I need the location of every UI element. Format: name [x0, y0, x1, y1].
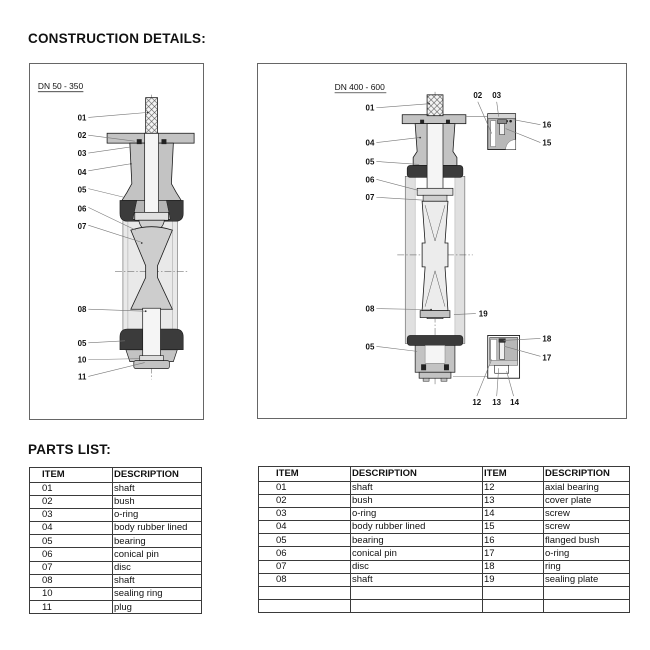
- item-cell: 13: [483, 494, 544, 507]
- callout-16-label: 16: [542, 120, 552, 130]
- table-row: [30, 508, 202, 521]
- description-cell: sealing plate: [544, 573, 630, 586]
- callout-06-label: 06: [77, 204, 87, 214]
- oring-dot: [509, 120, 512, 123]
- bottom-seal: [407, 335, 463, 345]
- item-cell: 17: [483, 547, 544, 560]
- description-cell: [351, 600, 483, 613]
- description-header: DESCRIPTION: [113, 468, 202, 483]
- bush-oring-left: [137, 139, 142, 144]
- description-cell: flanged bush: [544, 534, 630, 547]
- item-cell: 07: [259, 560, 351, 573]
- callout-04-label: 04: [77, 167, 87, 177]
- description-cell: bush: [113, 495, 202, 508]
- description-cell: conical pin: [113, 548, 202, 561]
- shaft-stem-hatched: [427, 95, 443, 116]
- cover-foot: [441, 378, 447, 381]
- bottom-housing-slot: [425, 345, 445, 363]
- callout-11-label: 11: [78, 372, 87, 382]
- callout-08-label: 08: [77, 305, 87, 315]
- item-cell: 08: [259, 573, 351, 586]
- description-cell: disc: [113, 561, 202, 574]
- callout-05-label: 05: [77, 185, 87, 195]
- callout-01-label: 01: [77, 113, 87, 123]
- description-cell: cover plate: [544, 494, 630, 507]
- item-cell: 10: [30, 588, 113, 601]
- description-cell: bearing: [113, 535, 202, 548]
- item-cell: 08: [30, 574, 113, 587]
- description-cell: shaft: [351, 481, 483, 494]
- callout-05b-label: 05: [77, 338, 87, 348]
- description-cell: screw: [544, 521, 630, 534]
- item-cell: [483, 587, 544, 600]
- callout-08-label: 08: [365, 304, 375, 314]
- item-cell: 16: [483, 534, 544, 547]
- description-cell: o-ring: [544, 547, 630, 560]
- description-cell: bush: [351, 494, 483, 507]
- description-cell: [544, 587, 630, 600]
- valve-drawing-dn400-600: [258, 64, 626, 418]
- screw-shank: [500, 342, 505, 359]
- item-cell: 05: [30, 535, 113, 548]
- description-cell: body rubber lined: [351, 521, 483, 534]
- conical-pin-coupler: [417, 188, 453, 195]
- callout-05b-label: 05: [365, 342, 375, 352]
- description-header: DESCRIPTION: [544, 467, 630, 482]
- table-row: [259, 573, 630, 586]
- item-cell: 01: [259, 481, 351, 494]
- cover-plate-tab: [495, 365, 509, 373]
- item-cell: 11: [30, 601, 113, 614]
- item-cell: 02: [30, 495, 113, 508]
- bearing-slot: [491, 339, 497, 361]
- item-cell: 02: [259, 494, 351, 507]
- table-row: [30, 548, 202, 561]
- item-header: ITEM: [259, 467, 351, 482]
- diagram-panel-dn400-600: [257, 63, 627, 419]
- item-cell: 06: [30, 548, 113, 561]
- flanged-bush: [488, 114, 516, 119]
- conical-pin-coupler: [135, 212, 169, 220]
- item-header: ITEM: [483, 467, 544, 482]
- table-row: [30, 574, 202, 587]
- description-cell: conical pin: [351, 547, 483, 560]
- item-cell: 05: [259, 534, 351, 547]
- top-shaft-detail-inset: [488, 114, 516, 150]
- callout-19-label: 19: [478, 309, 488, 319]
- item-cell: 01: [30, 482, 113, 495]
- table-row-empty: [259, 587, 630, 600]
- table-row: [30, 561, 202, 574]
- item-cell: [259, 600, 351, 613]
- parts-table-dn400-600: [258, 466, 630, 613]
- description-cell: axial bearing: [544, 481, 630, 494]
- diagram-panel-dn50-350: [29, 63, 204, 420]
- callout-17-label: 17: [542, 353, 552, 363]
- description-cell: [544, 600, 630, 613]
- callout-02-label: 02: [473, 90, 483, 100]
- description-cell: [351, 587, 483, 600]
- callout-04-label: 04: [365, 138, 375, 148]
- bottom-seal-right: [444, 364, 449, 370]
- valve-disc: [422, 201, 448, 310]
- bush-oring-right: [161, 139, 166, 144]
- sealing-plate: [420, 311, 450, 318]
- callout-06-label: 06: [365, 175, 375, 185]
- table-row: [259, 521, 630, 534]
- bottom-shaft-detail-inset: [488, 335, 520, 378]
- callout-01-label: 01: [365, 103, 375, 113]
- table-header-row: [30, 468, 202, 483]
- bottom-cover-plate: [419, 372, 451, 378]
- cover-foot: [423, 378, 429, 381]
- description-cell: screw: [544, 507, 630, 520]
- item-cell: 03: [30, 508, 113, 521]
- screw-shank: [500, 124, 505, 135]
- sealing-ring: [140, 356, 164, 361]
- callout-12-label: 12: [472, 398, 482, 408]
- range-label-dn50-350: DN 50 - 350: [37, 80, 84, 91]
- table-row-empty: [259, 600, 630, 613]
- description-cell: disc: [351, 560, 483, 573]
- table-row: [30, 535, 202, 548]
- callout-18-label: 18: [542, 334, 552, 344]
- callout-07-label: 07: [77, 222, 87, 232]
- table-row: [30, 522, 202, 535]
- item-cell: 12: [483, 481, 544, 494]
- item-cell: 18: [483, 560, 544, 573]
- item-cell: 15: [483, 521, 544, 534]
- table-header-row: [259, 467, 630, 482]
- upper-shaft: [145, 133, 159, 214]
- callout-02-label: 02: [77, 131, 87, 141]
- disc-hub: [423, 195, 447, 201]
- table-row: [259, 547, 630, 560]
- item-cell: 19: [483, 573, 544, 586]
- callout-05-label: 05: [365, 157, 375, 167]
- description-cell: bearing: [351, 534, 483, 547]
- description-cell: shaft: [113, 574, 202, 587]
- description-header: DESCRIPTION: [351, 467, 483, 482]
- table-row: [259, 481, 630, 494]
- item-cell: 04: [30, 522, 113, 535]
- callout-07-label: 07: [365, 193, 375, 203]
- item-cell: [259, 587, 351, 600]
- bottom-seal-left: [421, 364, 426, 370]
- callout-13-label: 13: [492, 398, 502, 408]
- screw-head: [498, 120, 507, 124]
- valve-drawing-dn50-350: [30, 64, 203, 419]
- description-cell: o-ring: [113, 508, 202, 521]
- description-cell: shaft: [351, 573, 483, 586]
- description-cell: plug: [113, 601, 202, 614]
- item-cell: [483, 600, 544, 613]
- item-cell: 06: [259, 547, 351, 560]
- callout-03-label: 03: [492, 90, 502, 100]
- item-cell: 14: [483, 507, 544, 520]
- table-row: [30, 601, 202, 614]
- bush-oring-left: [420, 120, 424, 124]
- callout-10-label: 10: [77, 355, 87, 365]
- item-cell: 04: [259, 521, 351, 534]
- parts-table-dn50-350: [29, 467, 202, 614]
- table-row: [259, 494, 630, 507]
- lower-shaft: [143, 308, 161, 359]
- table-row: [259, 507, 630, 520]
- plug: [134, 361, 170, 369]
- table-row: [30, 588, 202, 601]
- item-header: ITEM: [30, 468, 113, 483]
- description-cell: ring: [544, 560, 630, 573]
- callout-14-label: 14: [510, 398, 520, 408]
- shaft-stem-hatched: [146, 98, 158, 134]
- description-cell: o-ring: [351, 507, 483, 520]
- description-cell: sealing ring: [113, 588, 202, 601]
- description-cell: body rubber lined: [113, 522, 202, 535]
- callout-03-label: 03: [77, 148, 87, 158]
- item-cell: 03: [259, 507, 351, 520]
- range-label-dn400-600: DN 400 - 600: [334, 81, 385, 92]
- cover-step: [490, 360, 518, 365]
- parts-list-title: PARTS LIST:: [28, 442, 111, 457]
- construction-details-title: CONSTRUCTION DETAILS:: [28, 31, 206, 46]
- bush-oring-right: [446, 120, 450, 124]
- table-row: [30, 482, 202, 495]
- table-row: [259, 534, 630, 547]
- table-row: [259, 560, 630, 573]
- table-row: [30, 495, 202, 508]
- description-cell: shaft: [113, 482, 202, 495]
- item-cell: 07: [30, 561, 113, 574]
- callout-15-label: 15: [542, 138, 552, 148]
